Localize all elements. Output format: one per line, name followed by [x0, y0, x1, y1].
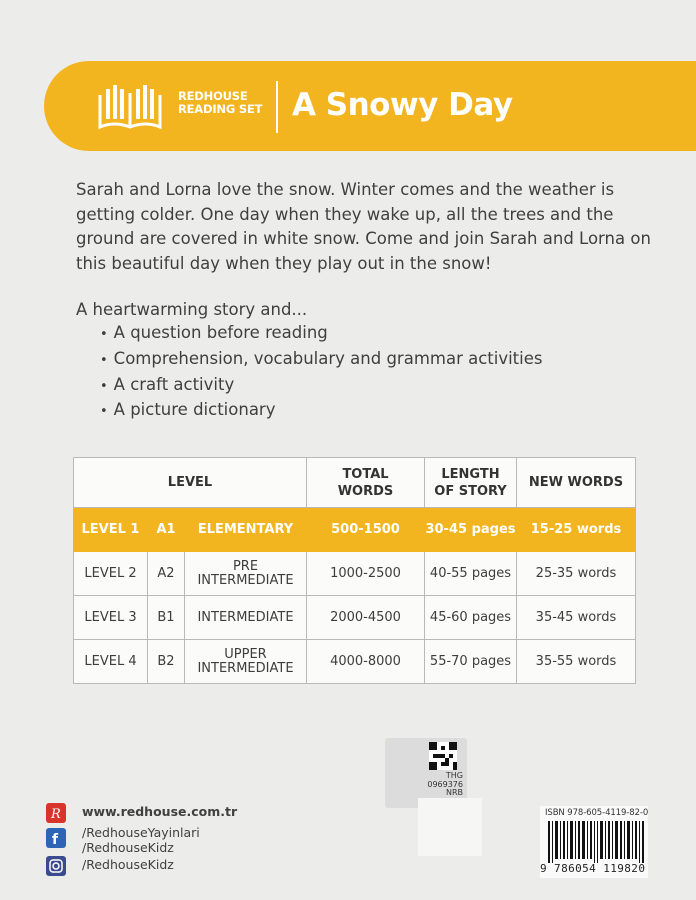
feature-item: • A picture dictionary	[100, 398, 543, 424]
level-name-line-1: ELEMENTARY	[197, 521, 294, 537]
brand-name	[178, 90, 262, 116]
table-row	[74, 640, 636, 684]
sticker-line-3: NRB	[445, 788, 463, 797]
brand-line-2: READING SET	[178, 102, 263, 116]
level-name-line-2: INTERMEDIATE	[197, 660, 294, 676]
cell-level: LEVEL 3	[74, 596, 148, 640]
cell-length: 55-70 pages	[425, 640, 517, 684]
header-total-line-2: WORDS	[337, 483, 394, 499]
header-total-words	[307, 458, 425, 508]
svg-text:f: f	[52, 831, 59, 848]
header-length-line-1: LENGTH	[441, 466, 500, 482]
book-title: A Snowy Day	[292, 87, 513, 123]
header-length-line-2: OF STORY	[434, 483, 507, 499]
cell-length: 45-60 pages	[425, 596, 517, 640]
brand-line-1: REDHOUSE	[178, 89, 248, 103]
cell-new-words: 15-25 words	[517, 508, 636, 552]
cell-level-name	[185, 552, 307, 596]
cell-level-name	[185, 596, 307, 640]
level-name-line-2: INTERMEDIATE	[197, 572, 294, 588]
banner-divider	[276, 81, 278, 133]
facebook-link-2[interactable]: /RedhouseKidz	[82, 840, 174, 855]
paper-patch	[418, 798, 482, 856]
header-total-line-1: TOTAL	[342, 466, 389, 482]
cell-total-words: 4000-8000	[307, 640, 425, 684]
facebook-link-1[interactable]: /RedhouseYayinlari	[82, 825, 200, 840]
cell-total-words: 2000-4500	[307, 596, 425, 640]
cell-total-words: 1000-2500	[307, 552, 425, 596]
table-row	[74, 508, 636, 552]
cell-level-name	[185, 508, 307, 552]
open-book-icon	[96, 81, 164, 133]
sticker-code	[419, 772, 463, 798]
facebook-icon	[46, 827, 66, 848]
barcode-digits: 9 786054 119820	[540, 862, 646, 875]
header-new-words: NEW WORDS	[517, 458, 636, 508]
redhouse-logo-icon	[46, 802, 66, 823]
cell-length: 40-55 pages	[425, 552, 517, 596]
header-level: LEVEL	[74, 458, 307, 508]
cell-cefr: A2	[148, 552, 185, 596]
cell-level: LEVEL 4	[74, 640, 148, 684]
cell-new-words: 35-55 words	[517, 640, 636, 684]
cell-length: 30-45 pages	[425, 508, 517, 552]
instagram-icon	[46, 855, 66, 876]
cell-level: LEVEL 2	[74, 552, 148, 596]
book-description: Sarah and Lorna love the snow. Winter comes and the weather is getting colder. One day when they wake up, all the trees and the ground are covered in white snow. Come and join Sarah and Lorna on this beautiful day when they play out in the snow!	[76, 180, 651, 273]
feature-item: • A craft activity	[100, 373, 543, 399]
table-row	[74, 596, 636, 640]
cell-level-name	[185, 640, 307, 684]
table-header-row	[74, 458, 636, 508]
title-banner	[44, 61, 696, 151]
level-name-line-1: UPPER	[224, 646, 267, 662]
cell-cefr: B1	[148, 596, 185, 640]
cell-new-words: 25-35 words	[517, 552, 636, 596]
website-link[interactable]: www.redhouse.com.tr	[82, 804, 238, 819]
sticker-line-1: THG	[445, 771, 463, 780]
instagram-link[interactable]: /RedhouseKidz	[82, 857, 174, 872]
header-length	[425, 458, 517, 508]
cell-new-words: 35-45 words	[517, 596, 636, 640]
features-list	[100, 321, 543, 424]
sticker-line-2: 0969376	[427, 779, 463, 789]
level-name-line-1: PRE	[232, 558, 259, 574]
qr-code-icon	[429, 742, 457, 770]
barcode-icon	[548, 821, 644, 863]
svg-text:R: R	[51, 806, 61, 822]
cell-total-words: 500-1500	[307, 508, 425, 552]
feature-item: • Comprehension, vocabulary and grammar activities	[100, 347, 543, 373]
level-name-line-1: INTERMEDIATE	[197, 609, 294, 625]
cell-cefr: A1	[148, 508, 185, 552]
levels-table	[73, 457, 636, 684]
isbn-text: ISBN 978-605-4119-82-0	[545, 808, 649, 818]
cell-cefr: B2	[148, 640, 185, 684]
table-row	[74, 552, 636, 596]
feature-item: • A question before reading	[100, 321, 543, 347]
features-intro: A heartwarming story and...	[76, 300, 308, 319]
cell-level: LEVEL 1	[74, 508, 148, 552]
